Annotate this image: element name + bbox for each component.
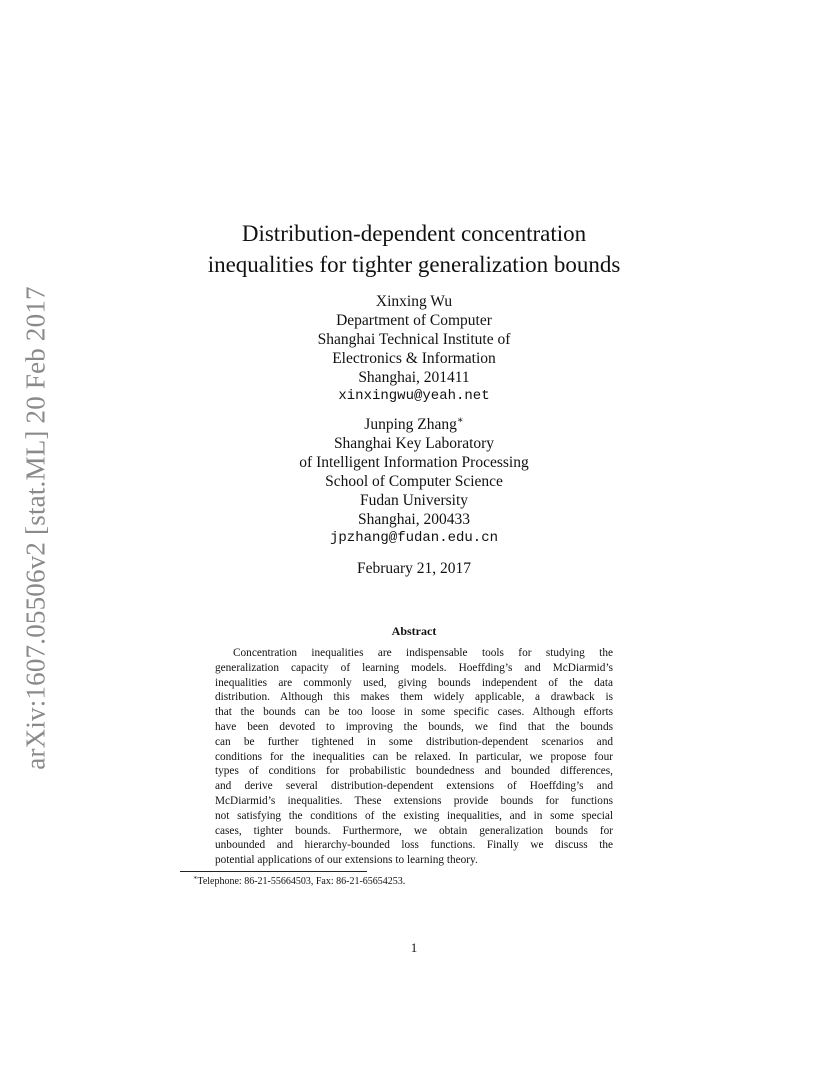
author-affiliation-line: Shanghai, 200433 [358,511,470,528]
abstract-line: Concentration inequalities are indispensable tools for studying the [233,647,613,659]
author-affiliation-line: School of Computer Science [325,473,503,490]
author-affiliation-line: of Intelligent Information Processing [299,454,529,471]
author-name [0,415,828,434]
author-name: Xinxing Wu [375,293,453,310]
title-line: Distribution-dependent concentration [241,221,587,246]
author-affiliation-line: Electronics & Information [332,350,496,367]
footnote [193,876,405,887]
abstract-line: can be further tightened in some distribution-dependent scenarios and [215,735,613,748]
author-affiliation-line: Department of Computer [336,312,492,329]
abstract-line: conditions for the inequalities can be relaxed. In particular, we propose four [215,750,613,763]
footnote-marker: ∗ [193,874,198,882]
abstract-line: types of conditions for probabilistic boundedness and bounded differences, [215,765,613,778]
abstract-line: that the bounds can be too loose in some specific cases. Although efforts [215,706,613,719]
abstract-line: McDiarmid’s inequalities. These extensions provide bounds for functions [215,794,613,807]
abstract-line: have been devoted to improving the bounds, we find that the bounds [215,720,613,733]
author-block [0,292,828,548]
author-email[interactable]: jpzhang@fudan.edu.cn [329,530,499,546]
abstract-text [215,646,613,868]
page-number: 1 [410,940,418,955]
author-affiliation-line: Shanghai Technical Institute of [317,331,511,348]
abstract-line: distribution. Although this makes them widely applicable, a drawback is [215,691,613,704]
arxiv-identifier-stamp: arXiv:1607.05506v2 [stat.ML] 20 Feb 2017 [20,286,51,770]
author-affiliation-line: Shanghai Key Laboratory [333,435,495,452]
author-affiliation-line: Fudan University [359,492,469,509]
abstract-line: and derive several distribution-dependent extensions of Hoeffding’s and [215,780,613,793]
abstract-line: cases, tighter bounds. Furthermore, we obtain generalization bounds for [215,824,613,837]
paper-title [0,218,828,280]
abstract-line: potential applications of our extensions to learning theory. [215,854,478,867]
abstract-line: unbounded and hierarchy-bounded loss functions. Finally we discuss the [215,839,613,852]
footnote-text: Telephone: 86-21-55664503, Fax: 86-21-65654253. [197,876,406,887]
abstract-line: generalization capacity of learning models. Hoeffding’s and McDiarmid’s [215,661,613,674]
title-line: inequalities for tighter generalization bounds [207,252,621,277]
footnote-marker: ∗ [456,414,464,426]
author-affiliation-line: Shanghai, 201411 [358,369,470,386]
abstract-heading: Abstract [391,624,437,638]
footnote-divider [180,871,367,872]
author-email[interactable]: xinxingwu@yeah.net [338,388,490,404]
publication-date: February 21, 2017 [356,560,472,577]
author-name-text: Junping Zhang [364,416,457,433]
abstract-line: inequalities are commonly used, giving bounds independent of the data [215,676,613,689]
abstract-line: not satisfying the conditions of the existing inequalities, and in some special [215,809,613,822]
